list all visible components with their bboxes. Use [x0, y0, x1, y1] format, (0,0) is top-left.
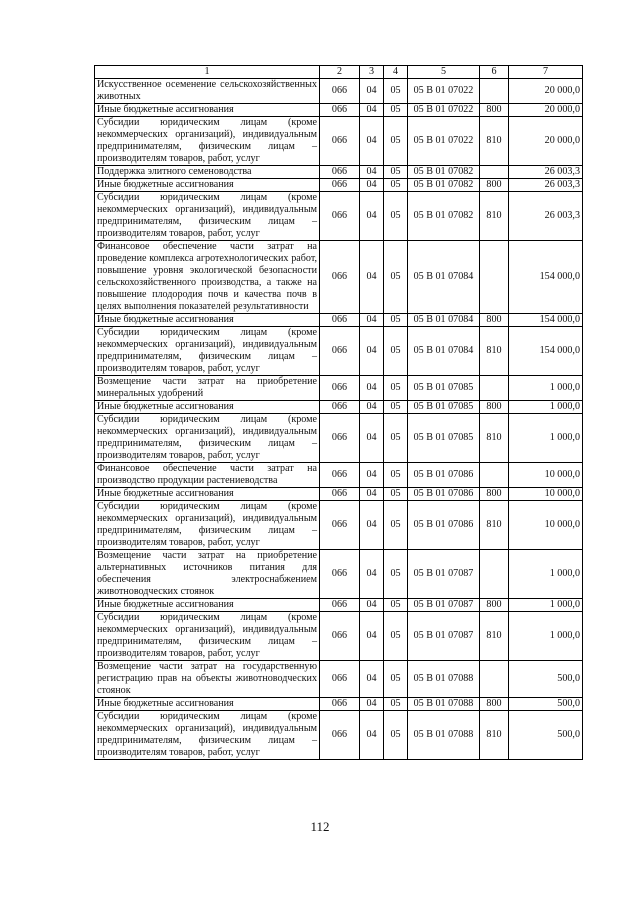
row-expense-type: [480, 661, 509, 698]
table-row: [95, 550, 583, 599]
row-target-article: 05 В 01 07086: [408, 463, 480, 488]
row-amount: 1 000,0: [509, 612, 583, 661]
row-target-article: 05 В 01 07088: [408, 698, 480, 711]
row-amount: 1 000,0: [509, 376, 583, 401]
row-expense-type: [480, 241, 509, 314]
table-row: [95, 104, 583, 117]
row-podrazdel: 05: [384, 698, 408, 711]
table-row: [95, 599, 583, 612]
row-name: Иные бюджетные ассигнования: [95, 401, 320, 414]
table-row: [95, 376, 583, 401]
row-podrazdel: 05: [384, 661, 408, 698]
row-razdel: 04: [360, 463, 384, 488]
row-target-article: 05 В 01 07086: [408, 488, 480, 501]
row-razdel: 04: [360, 711, 384, 760]
row-podrazdel: 05: [384, 711, 408, 760]
row-amount: 20 000,0: [509, 104, 583, 117]
row-expense-type: 800: [480, 698, 509, 711]
row-razdel: 04: [360, 104, 384, 117]
row-podrazdel: 05: [384, 104, 408, 117]
table-row: [95, 241, 583, 314]
row-podrazdel: 05: [384, 314, 408, 327]
table-row: [95, 414, 583, 463]
row-amount: 500,0: [509, 661, 583, 698]
row-podrazdel: 05: [384, 117, 408, 166]
row-amount: 154 000,0: [509, 314, 583, 327]
row-podrazdel: 05: [384, 241, 408, 314]
row-grbs: 066: [320, 698, 360, 711]
row-name: Финансовое обеспечение части затрат на проведение комплекса агротехнологических работ, повышение уровня экологической безопасности сельскохозяйственного производства, а также на повышение плодородия почв и качества почв в целях выполнения показателей результативности: [95, 241, 320, 314]
row-amount: 1 000,0: [509, 599, 583, 612]
row-expense-type: [480, 79, 509, 104]
row-expense-type: 810: [480, 501, 509, 550]
row-amount: 10 000,0: [509, 488, 583, 501]
row-expense-type: 810: [480, 192, 509, 241]
row-grbs: 066: [320, 166, 360, 179]
row-podrazdel: 05: [384, 414, 408, 463]
row-name: Возмещение части затрат на государственную регистрацию прав на объекты животноводческих стоянок: [95, 661, 320, 698]
row-razdel: 04: [360, 166, 384, 179]
table-row: [95, 192, 583, 241]
row-name: Субсидии юридическим лицам (кроме некоммерческих организаций), индивидуальным предпринимателям, физическим лицам – производителям товаров, работ, услуг: [95, 612, 320, 661]
row-podrazdel: 05: [384, 501, 408, 550]
row-amount: 26 003,3: [509, 179, 583, 192]
row-grbs: 066: [320, 79, 360, 104]
row-razdel: 04: [360, 314, 384, 327]
row-amount: 26 003,3: [509, 166, 583, 179]
row-name: Субсидии юридическим лицам (кроме некоммерческих организаций), индивидуальным предпринимателям, физическим лицам – производителям товаров, работ, услуг: [95, 327, 320, 376]
row-grbs: 066: [320, 117, 360, 166]
row-razdel: 04: [360, 376, 384, 401]
header-row: [95, 66, 583, 79]
row-name: Поддержка элитного семеноводства: [95, 166, 320, 179]
row-expense-type: 810: [480, 711, 509, 760]
row-amount: 10 000,0: [509, 501, 583, 550]
row-grbs: 066: [320, 192, 360, 241]
table-row: [95, 117, 583, 166]
row-razdel: 04: [360, 327, 384, 376]
row-podrazdel: 05: [384, 550, 408, 599]
table-row: [95, 401, 583, 414]
row-expense-type: 800: [480, 488, 509, 501]
row-razdel: 04: [360, 79, 384, 104]
row-amount: 10 000,0: [509, 463, 583, 488]
row-target-article: 05 В 01 07088: [408, 661, 480, 698]
row-target-article: 05 В 01 07082: [408, 166, 480, 179]
row-target-article: 05 В 01 07087: [408, 599, 480, 612]
row-grbs: 066: [320, 241, 360, 314]
row-amount: 20 000,0: [509, 117, 583, 166]
row-podrazdel: 05: [384, 166, 408, 179]
row-expense-type: 800: [480, 104, 509, 117]
row-podrazdel: 05: [384, 488, 408, 501]
row-podrazdel: 05: [384, 79, 408, 104]
row-grbs: 066: [320, 612, 360, 661]
col-header-5: 5: [408, 66, 480, 79]
row-name: Финансовое обеспечение части затрат на производство продукции растениеводства: [95, 463, 320, 488]
row-razdel: 04: [360, 612, 384, 661]
row-grbs: 066: [320, 711, 360, 760]
row-amount: 1 000,0: [509, 401, 583, 414]
row-podrazdel: 05: [384, 192, 408, 241]
row-target-article: 05 В 01 07087: [408, 612, 480, 661]
row-amount: 1 000,0: [509, 414, 583, 463]
row-expense-type: 800: [480, 179, 509, 192]
row-expense-type: [480, 550, 509, 599]
page-number: 112: [310, 819, 330, 834]
row-amount: 500,0: [509, 711, 583, 760]
row-expense-type: [480, 376, 509, 401]
row-expense-type: [480, 463, 509, 488]
row-razdel: 04: [360, 550, 384, 599]
row-target-article: 05 В 01 07084: [408, 241, 480, 314]
row-grbs: 066: [320, 661, 360, 698]
row-target-article: 05 В 01 07088: [408, 711, 480, 760]
table-row: [95, 661, 583, 698]
row-target-article: 05 В 01 07084: [408, 314, 480, 327]
row-razdel: 04: [360, 241, 384, 314]
row-grbs: 066: [320, 488, 360, 501]
row-razdel: 04: [360, 192, 384, 241]
row-grbs: 066: [320, 376, 360, 401]
row-expense-type: 810: [480, 414, 509, 463]
row-target-article: 05 В 01 07085: [408, 401, 480, 414]
table-row: [95, 79, 583, 104]
row-name: Субсидии юридическим лицам (кроме некоммерческих организаций), индивидуальным предпринимателям, физическим лицам – производителям товаров, работ, услуг: [95, 117, 320, 166]
row-grbs: 066: [320, 179, 360, 192]
row-amount: 20 000,0: [509, 79, 583, 104]
col-header-7: 7: [509, 66, 583, 79]
row-name: Субсидии юридическим лицам (кроме некоммерческих организаций), индивидуальным предпринимателям, физическим лицам – производителям товаров, работ, услуг: [95, 192, 320, 241]
row-target-article: 05 В 01 07087: [408, 550, 480, 599]
table-row: [95, 327, 583, 376]
table-row: [95, 711, 583, 760]
row-amount: 154 000,0: [509, 241, 583, 314]
table-row: [95, 463, 583, 488]
row-name: Искусственное осеменение сельскохозяйственных животных: [95, 79, 320, 104]
row-razdel: 04: [360, 501, 384, 550]
row-grbs: 066: [320, 314, 360, 327]
row-grbs: 066: [320, 599, 360, 612]
row-expense-type: 800: [480, 599, 509, 612]
col-header-1: 1: [95, 66, 320, 79]
col-header-6: 6: [480, 66, 509, 79]
row-podrazdel: 05: [384, 327, 408, 376]
row-target-article: 05 В 01 07085: [408, 376, 480, 401]
table-row: [95, 698, 583, 711]
table-row: [95, 501, 583, 550]
row-amount: 500,0: [509, 698, 583, 711]
row-razdel: 04: [360, 414, 384, 463]
row-grbs: 066: [320, 463, 360, 488]
row-expense-type: 810: [480, 117, 509, 166]
row-target-article: 05 В 01 07022: [408, 117, 480, 166]
table-row: [95, 314, 583, 327]
row-name: Иные бюджетные ассигнования: [95, 104, 320, 117]
row-razdel: 04: [360, 698, 384, 711]
row-amount: 26 003,3: [509, 192, 583, 241]
row-grbs: 066: [320, 501, 360, 550]
row-grbs: 066: [320, 550, 360, 599]
row-target-article: 05 В 01 07022: [408, 79, 480, 104]
row-grbs: 066: [320, 414, 360, 463]
row-target-article: 05 В 01 07022: [408, 104, 480, 117]
budget-table: [94, 65, 583, 760]
row-grbs: 066: [320, 327, 360, 376]
row-name: Иные бюджетные ассигнования: [95, 314, 320, 327]
row-target-article: 05 В 01 07082: [408, 179, 480, 192]
table-row: [95, 179, 583, 192]
row-podrazdel: 05: [384, 599, 408, 612]
row-expense-type: 800: [480, 401, 509, 414]
row-expense-type: 800: [480, 314, 509, 327]
row-name: Возмещение части затрат на приобретение альтернативных источников питания для обеспечения электроснабжением животноводческих стоянок: [95, 550, 320, 599]
row-target-article: 05 В 01 07082: [408, 192, 480, 241]
row-razdel: 04: [360, 488, 384, 501]
row-razdel: 04: [360, 599, 384, 612]
row-target-article: 05 В 01 07086: [408, 501, 480, 550]
row-name: Иные бюджетные ассигнования: [95, 599, 320, 612]
row-razdel: 04: [360, 117, 384, 166]
row-razdel: 04: [360, 661, 384, 698]
row-name: Иные бюджетные ассигнования: [95, 179, 320, 192]
row-podrazdel: 05: [384, 376, 408, 401]
col-header-4: 4: [384, 66, 408, 79]
col-header-2: 2: [320, 66, 360, 79]
row-name: Возмещение части затрат на приобретение минеральных удобрений: [95, 376, 320, 401]
row-razdel: 04: [360, 179, 384, 192]
row-target-article: 05 В 01 07085: [408, 414, 480, 463]
row-podrazdel: 05: [384, 463, 408, 488]
row-expense-type: 810: [480, 327, 509, 376]
row-target-article: 05 В 01 07084: [408, 327, 480, 376]
row-grbs: 066: [320, 401, 360, 414]
row-podrazdel: 05: [384, 179, 408, 192]
col-header-3: 3: [360, 66, 384, 79]
table-row: [95, 488, 583, 501]
row-name: Субсидии юридическим лицам (кроме некоммерческих организаций), индивидуальным предпринимателям, физическим лицам – производителям товаров, работ, услуг: [95, 414, 320, 463]
row-razdel: 04: [360, 401, 384, 414]
row-name: Субсидии юридическим лицам (кроме некоммерческих организаций), индивидуальным предпринимателям, физическим лицам – производителям товаров, работ, услуг: [95, 501, 320, 550]
row-name: Субсидии юридическим лицам (кроме некоммерческих организаций), индивидуальным предпринимателям, физическим лицам – производителям товаров, работ, услуг: [95, 711, 320, 760]
row-amount: 1 000,0: [509, 550, 583, 599]
row-podrazdel: 05: [384, 401, 408, 414]
row-grbs: 066: [320, 104, 360, 117]
row-name: Иные бюджетные ассигнования: [95, 488, 320, 501]
table-row: [95, 166, 583, 179]
row-name: Иные бюджетные ассигнования: [95, 698, 320, 711]
row-amount: 154 000,0: [509, 327, 583, 376]
row-podrazdel: 05: [384, 612, 408, 661]
row-expense-type: 810: [480, 612, 509, 661]
table-row: [95, 612, 583, 661]
row-expense-type: [480, 166, 509, 179]
